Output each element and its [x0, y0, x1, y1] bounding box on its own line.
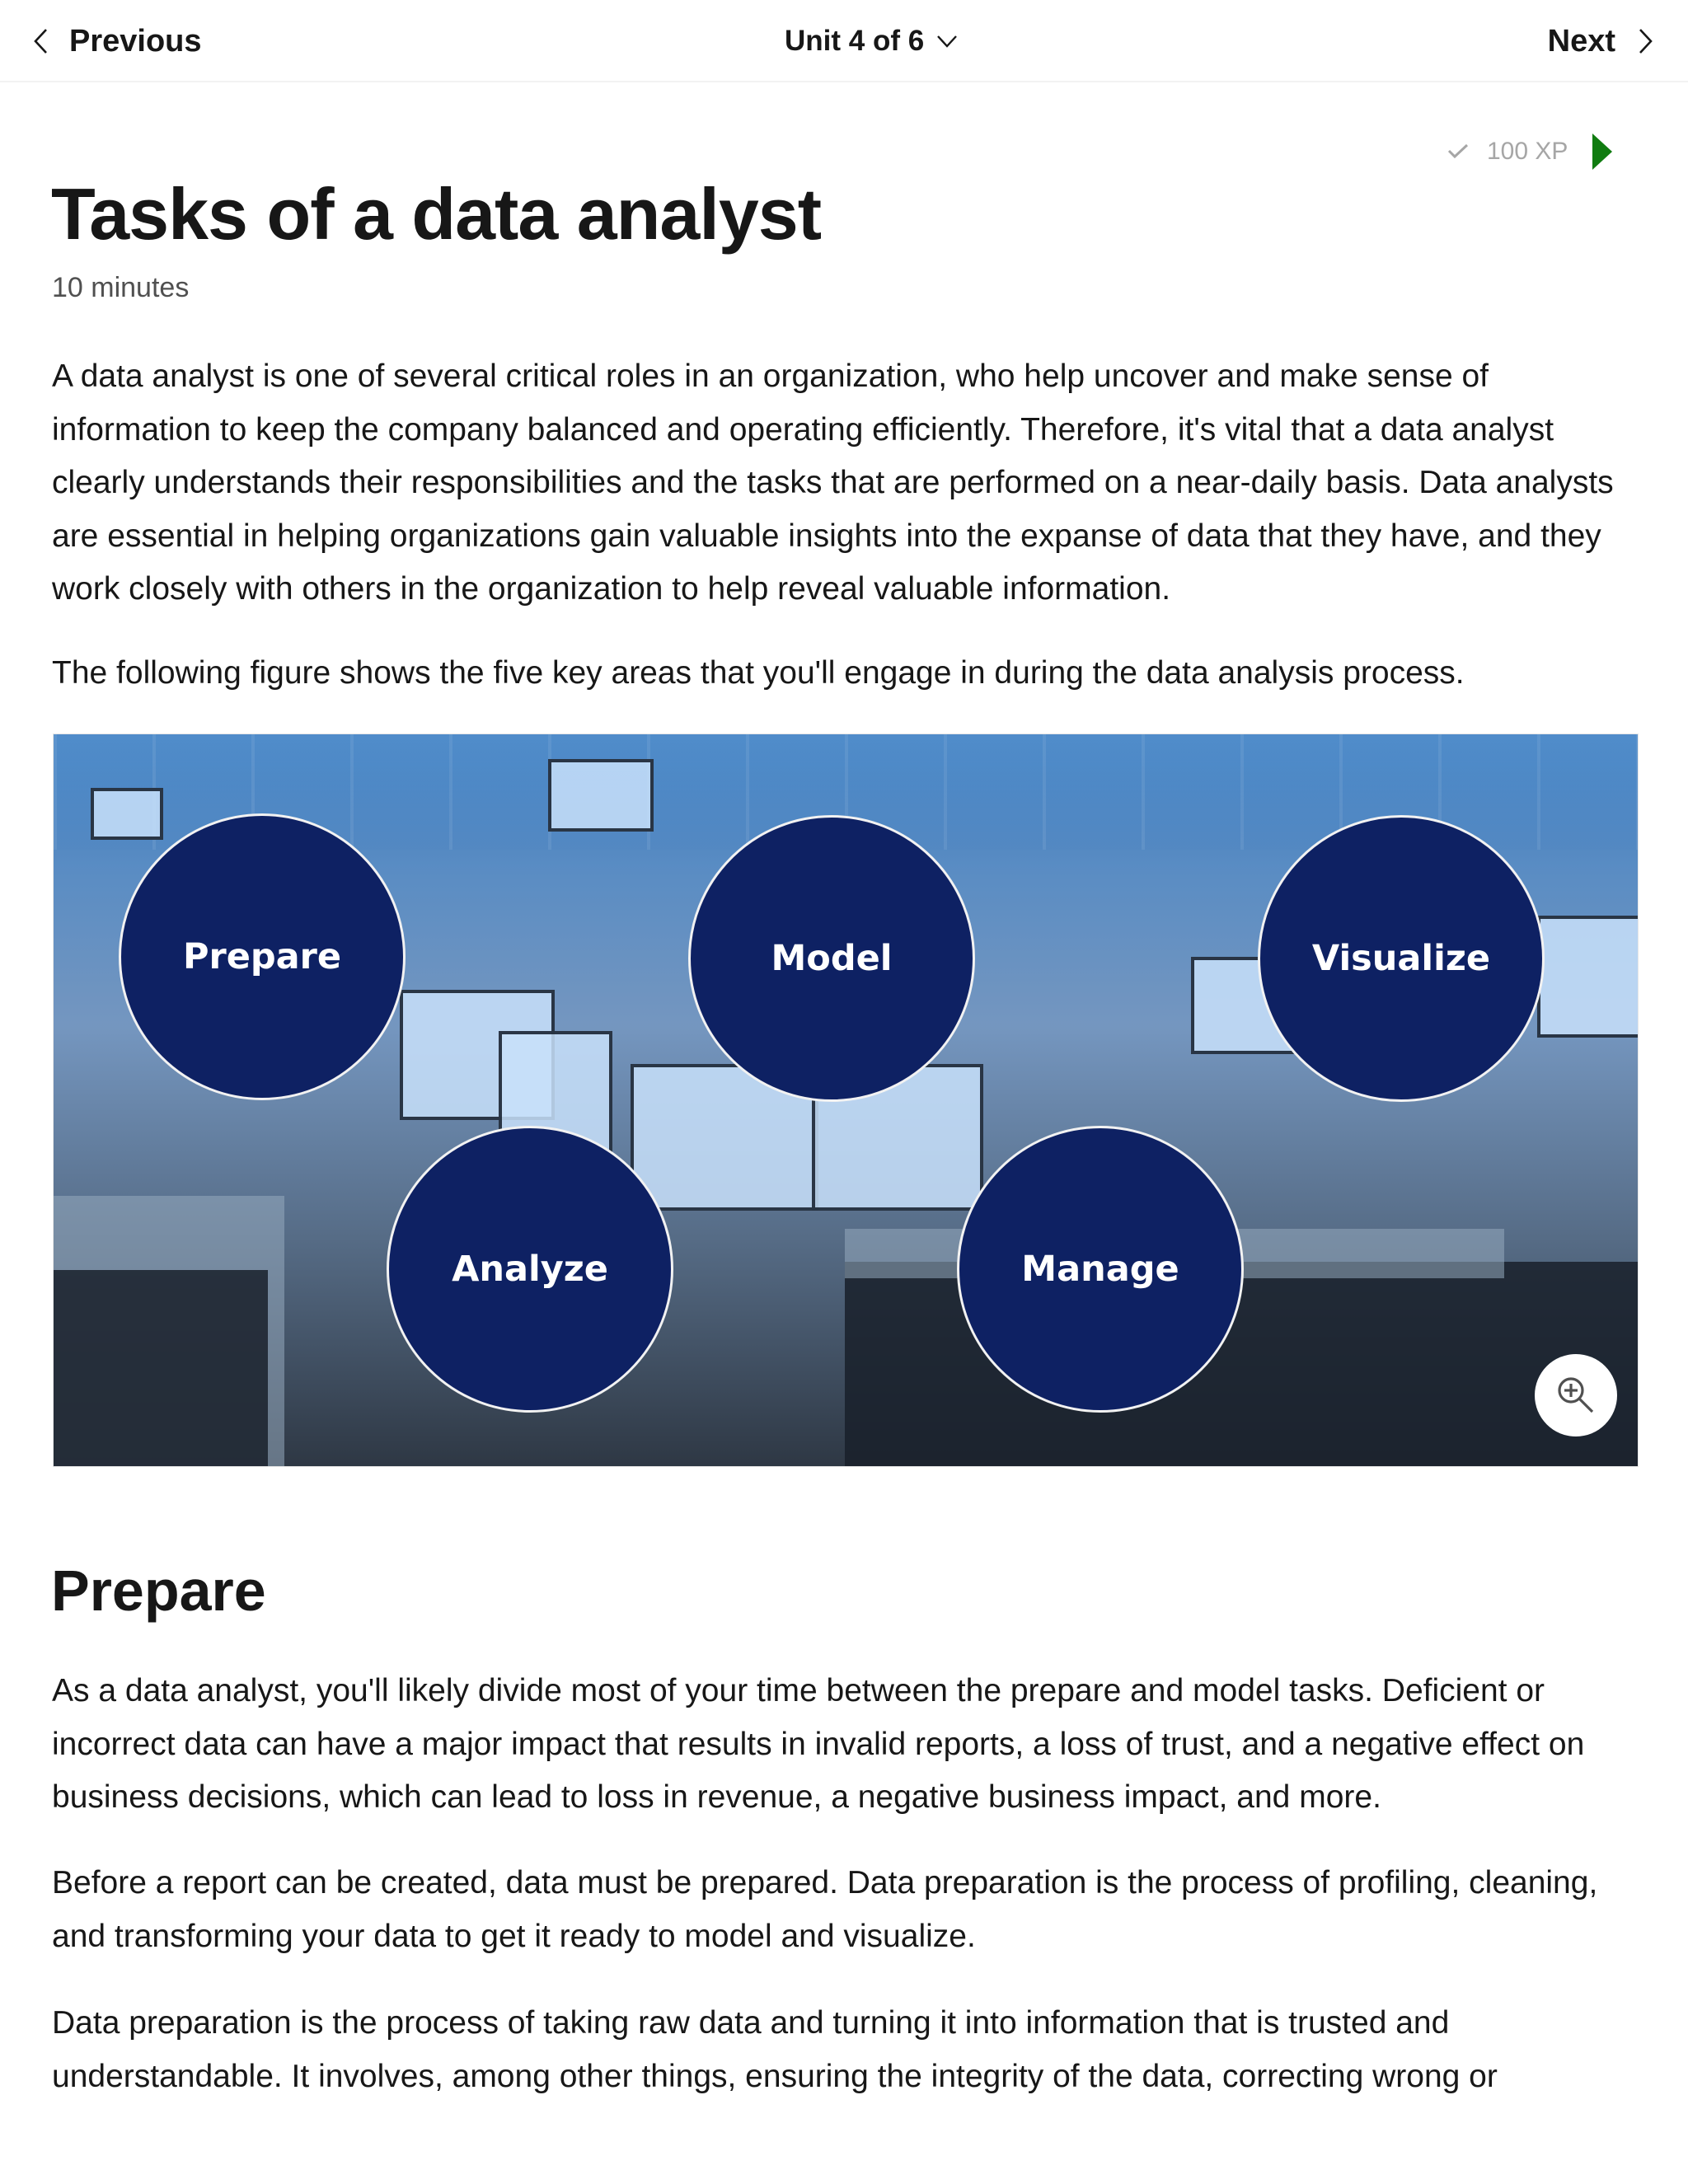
unit-navigation-bar [0, 0, 1688, 82]
zoom-in-icon [1554, 1374, 1597, 1417]
area-circle-prepare [119, 813, 406, 1100]
play-triangle-icon [1592, 134, 1612, 170]
prepare-paragraph: As a data analyst, you'll likely divide most of your time between the prepare and model tasks. Deficient or incorrect data can have a major impact that results in invalid reports, a loss of trust, and a negative effect on business decisions, which can lead to loss in revenue, a negative business impact, and more. [52, 1673, 1585, 1815]
office-cubicle [54, 1270, 268, 1466]
office-tv [548, 759, 654, 832]
area-circle-model [688, 815, 975, 1102]
prepare-paragraph: Data preparation is the process of taking raw data and turning it into information that is trusted and understandable. It involves, among other things, ensuring the integrity of the data, correcting wrong or [52, 2005, 1498, 2094]
office-tv [91, 788, 163, 840]
duration-label: 10 minutes [52, 272, 190, 303]
area-label: Prepare [182, 936, 342, 977]
checkmark-icon [1447, 138, 1487, 166]
office-monitor [1537, 916, 1639, 1038]
chevron-right-icon [1635, 27, 1655, 55]
zoom-image-button[interactable] [1535, 1354, 1617, 1436]
area-circle-analyze [387, 1126, 673, 1413]
area-circle-visualize [1258, 815, 1545, 1102]
section-heading-prepare: Prepare [51, 1558, 266, 1623]
chevron-down-icon [935, 33, 959, 49]
next-label: Next [1547, 23, 1615, 59]
area-label: Model [771, 938, 893, 979]
intro-paragraph: A data analyst is one of several critical roles in an organization, who help uncover and make sense of information to keep the company balanced and operating efficiently. Therefore, it's vital that a data analyst clearly understands their responsibilities and the tasks that are performed on a near-daily basis. Data analysts are essential in helping organizations gain valuable insights into the expanse of data that they have, and they work closely with others in the organization to help reveal valuable information. [52, 359, 1614, 607]
area-label: Manage [1021, 1249, 1179, 1290]
previous-label: Previous [69, 23, 202, 59]
previous-button[interactable] [31, 18, 202, 64]
unit-progress-label: Unit 4 of 6 [785, 25, 925, 57]
data-analysis-areas-figure [53, 733, 1639, 1467]
area-circle-manage [957, 1126, 1244, 1413]
unit-selector-dropdown[interactable] [785, 18, 959, 64]
next-button[interactable] [1548, 18, 1655, 64]
xp-indicator [1447, 132, 1612, 171]
chevron-left-icon [31, 27, 51, 55]
area-label: Visualize [1311, 938, 1491, 979]
xp-label: 100 XP [1487, 138, 1568, 165]
area-label: Analyze [452, 1249, 608, 1290]
page-title: Tasks of a data analyst [51, 173, 821, 255]
figure-intro-paragraph: The following figure shows the five key areas that you'll engage in during the data analysis process. [52, 655, 1465, 691]
prepare-paragraph: Before a report can be created, data must be prepared. Data preparation is the process of profiling, cleaning, and transforming your data to get it ready to model and visualize. [52, 1865, 1598, 1954]
